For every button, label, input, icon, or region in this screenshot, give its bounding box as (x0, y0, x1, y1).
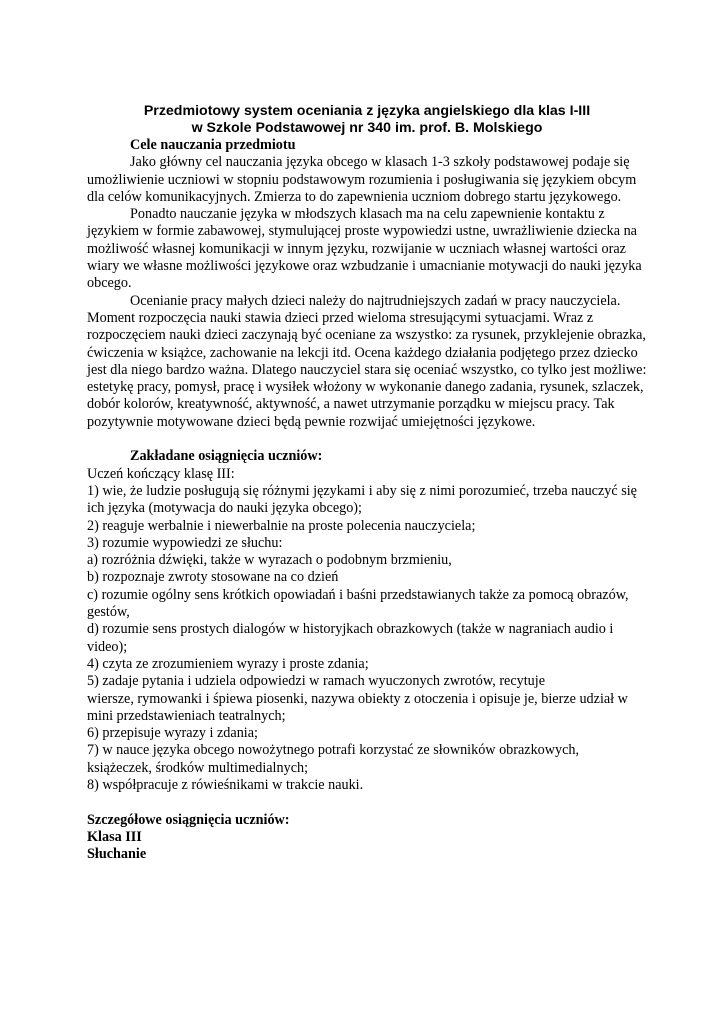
list-item: 2) reaguje werbalnie i niewerbalnie na proste polecenia nauczyciela; (87, 517, 476, 534)
list-item: c) rozumie ogólny sens krótkich opowiadań i baśni przedstawianych także za pomocą obrazów, gestów, (87, 586, 629, 621)
section-heading-goals: Cele nauczania przedmiotu (130, 137, 296, 153)
list-item: 4) czyta ze zrozumieniem wyrazy i proste zdania; (87, 655, 369, 672)
spacer (87, 794, 647, 811)
list-item: 8) współpracuje z rówieśnikami w trakcie nauki. (87, 776, 364, 793)
list-item: 6) przepisuje wyrazy i zdania; (87, 725, 258, 742)
subheading-class: Klasa III (87, 828, 142, 845)
list-item: 5) zadaje pytania i udziela odpowiedzi w ramach wyuczonych zwrotów, recytuje (87, 673, 546, 690)
paragraph: Jako główny cel nauczania języka obcego w klasach 1-3 szkoły podstawowej podaje się umożliwienie uczniowi w stopniu podstawowym rozumienia i posługiwania się językiem obcym dla celów komunikacyjnych. Zmierza to do zapewnienia uczniom dobrego startu językowego. (87, 154, 637, 205)
spacer (87, 431, 647, 448)
section-intro: Uczeń kończący klasę III: (87, 465, 235, 482)
list-item: d) rozumie sens prostych dialogów w historyjkach obrazkowych (także w nagraniach audio i video); (87, 621, 614, 655)
section-heading-achievements: Zakładane osiągnięcia uczniów: (130, 448, 323, 465)
subheading-listening: Słuchanie (87, 846, 147, 863)
document-title-line-1: Przedmiotowy system oceniania z języka angielskiego dla klas I-III (143, 103, 591, 119)
list-item: wiersze, rymowanki i śpiewa piosenki, nazywa obiekty z otoczenia i opisuje je, bierze udział w mini przedstawieniach teatralnych; (87, 690, 628, 724)
paragraph: Ponadto nauczanie języka w młodszych klasach ma na celu zapewnienie kontaktu z językiem w formie zabawowej, stymulującej proste wypowiedzi ustne, uwrażliwienie dziecka na możliwość własnej komunikacji w innym języku, rozwijanie w uczniach własnej wartości oraz wiary we własne możliwości językowe oraz wzbudzanie i umacnianie motywacji do nauki języka obcego. (87, 206, 642, 292)
list-item: 3) rozumie wypowiedzi ze słuchu: (87, 534, 283, 551)
document-title-line-2: w Szkole Podstawowej nr 340 im. prof. B. Molskiego (191, 120, 543, 136)
paragraph: Ocenianie pracy małych dzieci należy do najtrudniejszych zadań w pracy nauczyciela. Moment rozpoczęcia nauki stawia dzieci przed wieloma stresującymi sytuacjami. Wraz z rozpoczęciem nauki dzieci zaczynają być oceniane za wszystko: za rysunek, przyklejenie obrazka, ćwiczenia w książce, zachowanie na lekcji itd. Ocena każdego działania podjętego przez dziecko jest dla niego bardzo ważna. Dlatego nauczyciel stara się oceniać wszystko, co tylko jest możliwe: estetykę pracy, pomysł, pracę i wysiłek włożony w wykonanie danego zadania, rysunek, szlaczek, dobór kolorów, kreatywność, aktywność, a nawet utrzymanie porządku w miejscu pracy. Tak pozytywnie motywowane dzieci będą pewnie rozwijać umiejętności językowe. (87, 292, 647, 430)
document-page (87, 103, 647, 863)
list-item: b) rozpoznaje zwroty stosowane na co dzień (87, 569, 339, 586)
list-item: a) rozróżnia dźwięki, także w wyrazach o podobnym brzmieniu, (87, 552, 452, 569)
list-item: 1) wie, że ludzie posługują się różnymi językami i aby się z nimi porozumieć, trzeba nauczyć się ich języka (motywacja do nauki języka obcego); (87, 482, 637, 517)
list-item: 7) w nauce języka obcego nowożytnego potrafi korzystać ze słowników obrazkowych, książeczek, środków multimedialnych; (87, 742, 580, 776)
section-heading-detailed: Szczegółowe osiągnięcia uczniów: (87, 811, 290, 828)
